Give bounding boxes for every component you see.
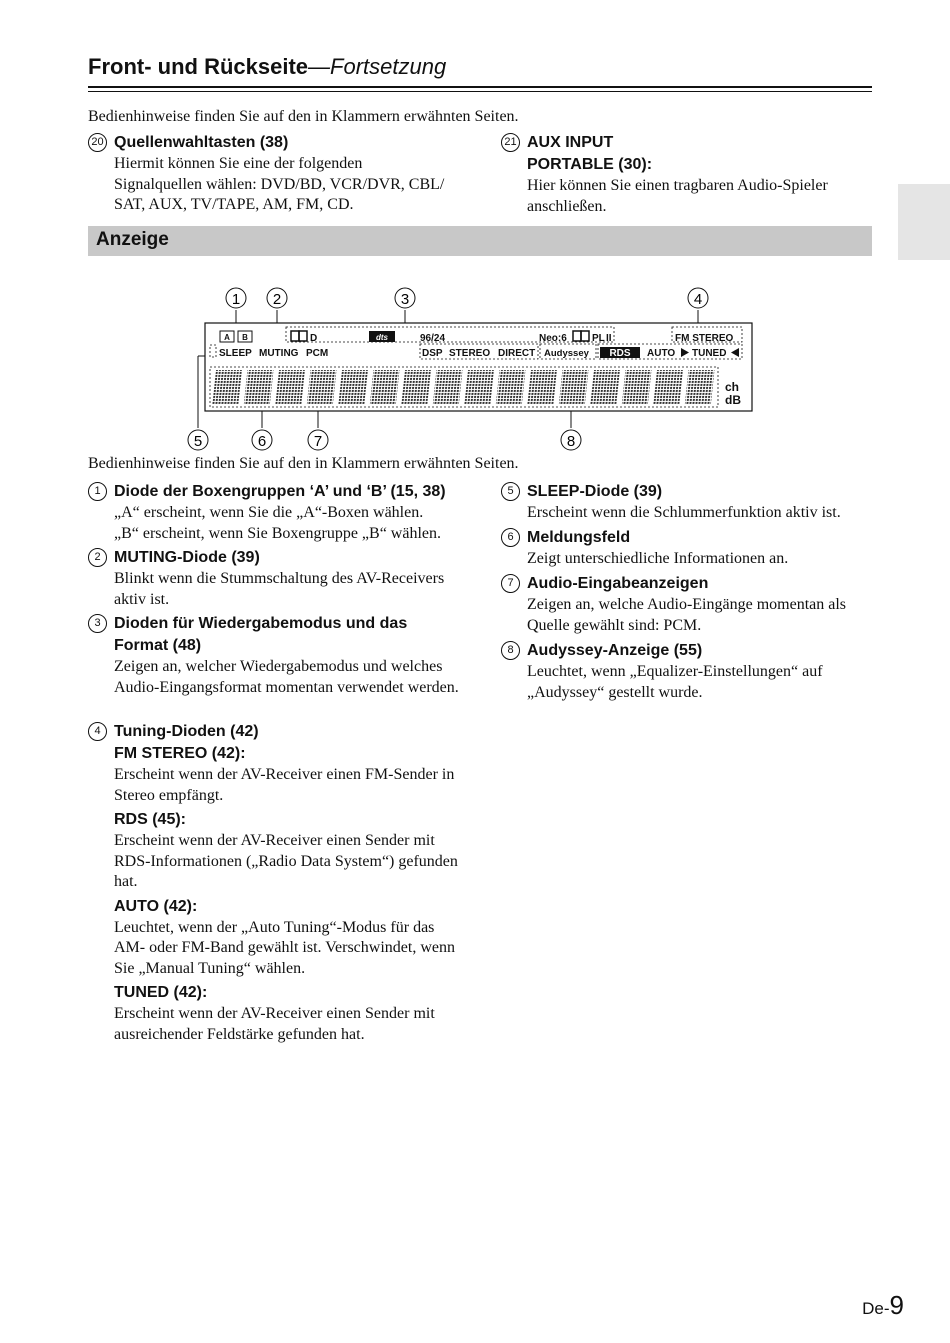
muting-indicator: MUTING <box>259 348 299 359</box>
side-tab <box>898 184 950 260</box>
callout-bottom-8 <box>561 430 581 450</box>
callout-label: 3 <box>400 291 410 308</box>
sleep-indicator: SLEEP <box>219 348 252 359</box>
callout-label: 8 <box>566 433 576 450</box>
matrix-cell <box>401 370 431 404</box>
item-aux-input <box>501 132 851 217</box>
matrix-cell <box>653 370 683 404</box>
page-title-main: Front- und Rückseite <box>88 54 309 79</box>
item-heading: Tuning-Dioden (42) <box>114 723 259 740</box>
item-body: Hier können Sie einen tragbaren Audio-Spieler anschließen. <box>527 177 828 215</box>
speaker-b-indicator: B <box>242 333 248 342</box>
matrix-cell <box>622 370 652 404</box>
item-body-line: „B“ erscheint, wenn Sie Boxengruppe „B“ wählen. <box>114 524 442 542</box>
matrix-cell <box>338 370 368 404</box>
item-number: 7 <box>501 574 520 593</box>
audyssey-indicator: Audyssey <box>544 348 589 359</box>
fm-stereo-heading: FM STEREO (42): <box>114 745 246 762</box>
fm-stereo-body: Erscheint wenn der AV-Receiver einen FM-Sender in Stereo empfängt. <box>114 766 455 804</box>
item-heading: Audio-Eingabeanzeigen <box>527 575 709 592</box>
callout-bottom-5 <box>188 430 208 450</box>
page-number <box>862 1290 904 1321</box>
matrix-cell <box>464 370 494 404</box>
header-rule <box>88 86 872 88</box>
auto-body: Leuchtet, wenn der „Auto Tuning“-Modus für das AM- oder FM-Band gewählt ist. Verschwindet, wenn Sie „Manual Tuning“ wählen. <box>114 918 455 977</box>
dolby-digital-indicator: D <box>310 333 318 344</box>
item-source-buttons <box>88 132 448 216</box>
item-number: 2 <box>88 548 107 567</box>
item-speaker-diodes <box>88 481 468 544</box>
stereo-indicator: STEREO <box>449 348 491 359</box>
page-title <box>88 54 446 80</box>
item-muting-diode <box>88 547 468 610</box>
callout-label: 1 <box>231 291 241 308</box>
item-number: 21 <box>501 133 520 152</box>
item-body-line: „A“ erscheint, wenn Sie die „A“-Boxen wählen. <box>114 504 424 521</box>
rds-body: Erscheint wenn der AV-Receiver einen Sender mit RDS-Informationen („Radio Data System“) gefunden hat. <box>114 832 458 890</box>
callout-label: 5 <box>193 433 203 450</box>
item-number: 4 <box>88 722 107 741</box>
item-sleep-diode <box>501 481 871 524</box>
rate-indicator: 96/24 <box>420 333 446 344</box>
item-body: Blinkt wenn die Stummschaltung des AV-Receivers aktiv ist. <box>114 570 445 608</box>
rds-heading: RDS (45): <box>114 811 187 828</box>
matrix-cell <box>590 370 620 404</box>
channel-indicator: ch <box>725 380 740 394</box>
item-message-area <box>501 527 871 570</box>
matrix-cell <box>527 370 557 404</box>
item-number: 20 <box>88 133 107 152</box>
item-mode-format-diodes <box>88 613 468 698</box>
neo6-indicator: Neo:6 <box>539 333 567 344</box>
matrix-cell <box>433 370 463 404</box>
matrix-cell <box>370 370 400 404</box>
page-title-sub: —Fortsetzung <box>308 54 447 79</box>
item-heading: Quellenwahltasten (38) <box>114 134 289 151</box>
callout-label: 4 <box>693 291 703 308</box>
matrix-cell <box>212 370 242 404</box>
direct-indicator: DIRECT <box>498 348 536 359</box>
item-heading: Audyssey-Anzeige (55) <box>527 642 703 659</box>
speaker-a-indicator: A <box>224 333 230 342</box>
tuned-body: Erscheint wenn der AV-Receiver einen Sender mit ausreichender Feldstärke gefunden hat. <box>114 1005 435 1043</box>
matrix-cell <box>685 370 715 404</box>
tuned-indicator: TUNED <box>692 348 727 359</box>
page-number-prefix: De- <box>862 1299 890 1318</box>
item-body: Zeigen an, welcher Wiedergabemodus und welches Audio-Eingangsformat momentan verwendet werden. <box>114 658 459 696</box>
item-body: Zeigt unterschiedliche Informationen an. <box>527 550 789 567</box>
auto-heading: AUTO (42): <box>114 897 198 915</box>
display-diagram <box>0 280 950 460</box>
db-indicator: dB <box>725 393 741 407</box>
tuned-heading: TUNED (42): <box>114 984 208 1001</box>
item-heading: AUX INPUT <box>527 134 614 151</box>
item-number: 3 <box>88 614 107 633</box>
matrix-cell <box>244 370 274 404</box>
rds-indicator: RDS <box>609 348 631 359</box>
item-heading: Meldungsfeld <box>527 529 631 546</box>
item-number: 1 <box>88 482 107 501</box>
matrix-cell <box>307 370 337 404</box>
dts-indicator: dts <box>376 333 388 342</box>
item-heading: SLEEP-Diode (39) <box>527 483 663 500</box>
item-body: Leuchtet, wenn „Equalizer-Einstellungen“ auf „Audyssey“ gestellt wurde. <box>527 663 823 701</box>
dsp-indicator: DSP <box>422 348 443 359</box>
pcm-indicator: PCM <box>306 348 329 359</box>
callout-label: 7 <box>313 433 323 450</box>
callout-label: 6 <box>257 433 267 450</box>
item-number: 5 <box>501 482 520 501</box>
item-audio-input-indicators <box>501 573 871 636</box>
item-audyssey-indicator <box>501 640 871 703</box>
callout-label: 2 <box>272 291 282 308</box>
matrix-cell <box>275 370 305 404</box>
matrix-cell <box>496 370 526 404</box>
callout-top-2 <box>267 288 287 308</box>
callout-bottom-7 <box>308 430 328 450</box>
section-header <box>88 226 872 256</box>
pl-indicator: PL <box>592 333 605 344</box>
matrix-cell <box>559 370 589 404</box>
item-body: Hiermit können Sie eine der folgenden Signalquellen wählen: DVD/BD, VCR/DVR, CBL/ SAT, AUX, TV/TAPE, AM, FM, CD. <box>114 155 445 213</box>
header-rule-thin <box>88 91 872 92</box>
item-number: 6 <box>501 528 520 547</box>
intro-text-display: Bedienhinweise finden Sie auf den in Klammern erwähnten Seiten. <box>88 455 519 472</box>
fm-stereo-indicator: FM STEREO <box>675 333 734 344</box>
intro-text-top: Bedienhinweise finden Sie auf den in Klammern erwähnten Seiten. <box>88 108 519 125</box>
callout-bottom-6 <box>252 430 272 450</box>
item-heading: MUTING-Diode (39) <box>114 549 260 566</box>
callout-top-1 <box>226 288 246 308</box>
pl2-indicator: II <box>606 333 612 344</box>
item-heading: Diode der Boxengruppen ‘A’ und ‘B’ (15, 38) <box>114 483 446 500</box>
item-heading: Dioden für Wiedergabemodus und das Format (48) <box>114 615 408 654</box>
item-subheading: PORTABLE (30): <box>527 156 653 173</box>
item-number: 8 <box>501 641 520 660</box>
item-body: Erscheint wenn die Schlummerfunktion aktiv ist. <box>527 504 841 521</box>
callout-top-3 <box>395 288 415 308</box>
section-title: Anzeige <box>96 229 169 250</box>
item-tuning-diodes <box>88 721 468 1045</box>
item-body: Zeigen an, welche Audio-Eingänge momentan als Quelle gewählt sind: PCM. <box>527 596 847 634</box>
callout-top-4 <box>688 288 708 308</box>
page-number-value: 9 <box>889 1290 904 1320</box>
auto-indicator: AUTO <box>647 348 676 359</box>
